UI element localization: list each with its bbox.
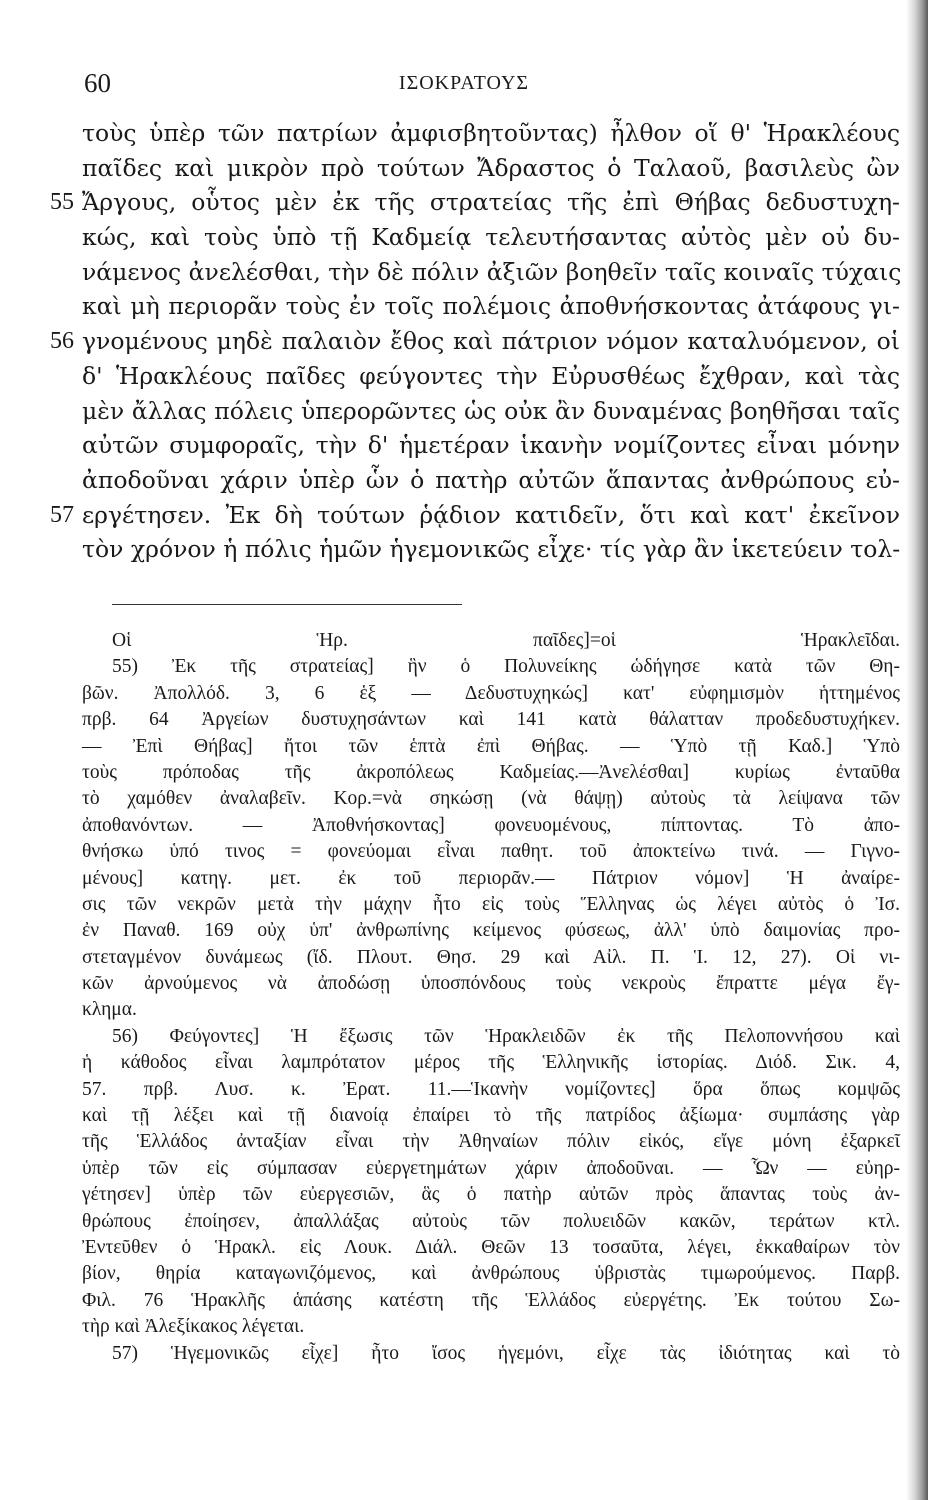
note-line-content: 56) Φεύγοντες] Ἡ ἔξωσις τῶν Ἡρακλειδῶν ἐκ τῆς Πελοποννήσου καὶ — [112, 1025, 900, 1047]
running-title: ΙΣΟΚΡΑΤΟΥΣ — [398, 72, 530, 94]
page-number: 60 — [84, 68, 111, 98]
note-line-content: τὴρ καὶ Ἀλεξίκακος λέγεται. — [82, 1316, 305, 1338]
main-text-line-content: νάμενος ἀνελέσθαι, τὴν δὲ πόλιν ἀξιῶν βοηθεῖν ταῖς κοιναῖς τύχαις — [82, 257, 902, 286]
note-line — [0, 971, 928, 997]
main-text-line-content: μὲν ἄλλας πόλεις ὑπερορῶντες ὡς οὐκ ἂν δυναμένας βοηθῆσαι ταῖς — [82, 396, 900, 425]
note-line-content: — Ἐπὶ Θήβας] ἤτοι τῶν ἑπτὰ ἐπὶ Θήβας. — Ὑπὸ τῇ Καδ.] Ὑπὸ — [82, 735, 900, 757]
main-text-line-content: αὐτῶν συμφοραῖς, τὴν δ' ἡμετέραν ἱκανὴν νομίζοντες εἶναι μόνην — [82, 431, 900, 460]
note-line — [0, 707, 928, 733]
main-text-line — [0, 498, 928, 533]
main-text-line — [0, 151, 928, 186]
note-line — [0, 945, 928, 971]
main-text-line-content: τοὺς ὑπὲρ τῶν πατρίων ἀμφισβητοῦντας) ἦλθον οἵ θ' Ἡρακλέους — [82, 119, 900, 147]
note-line-content: βίον, θηρία καταγωνιζόμενος, καὶ ἀνθρώπους ὑβριστὰς τιμωρούμενος. Παρβ. — [82, 1263, 900, 1285]
main-text-line-content: ἀποδοῦναι χάριν ὑπὲρ ὧν ὁ πατὴρ αὐτῶν ἅπαντας ἀνθρώπους εὐ- — [82, 465, 900, 494]
note-line-content: πρβ. 64 Ἀργείων δυστυχησάντων καὶ 141 κατὰ θάλατταν προδεδυστυχήκεν. — [82, 709, 900, 731]
main-text-line — [0, 255, 928, 290]
note-line-content: θρώπους ἐποίησεν, ἀπαλλάξας αὐτοὺς τῶν πολυειδῶν κακῶν, τεράτων κτλ. — [82, 1210, 900, 1232]
note-line — [0, 997, 928, 1023]
note-line-content: 57) Ἡγεμονικῶς εἶχε] ἦτο ἴσος ἡγεμόνι, εἶχε τὰς ἰδιότητας καὶ τὸ — [112, 1342, 900, 1364]
note-line — [0, 1129, 928, 1155]
main-text-line — [0, 324, 928, 359]
note-line-content: Ἐντεῦθεν ὁ Ἡρακλ. εἰς Λουκ. Διάλ. Θεῶν 13 τοσαῦτα, λέγει, ἐκκαθαίρων τὸν — [82, 1236, 900, 1258]
main-text-line-content: δ' Ἡρακλέους παῖδες φεύγοντες τὴν Εὐρυσθέως ἔχθραν, καὶ τὰς — [82, 361, 900, 390]
note-line-content: κῶν ἀρνούμενος νὰ ἀποδώσῃ ὑποσπόνδους τοὺς νεκροὺς ἔπραττε μέγα ἔγ- — [82, 973, 900, 995]
main-text-line — [0, 116, 928, 151]
note-line — [0, 1182, 928, 1208]
note-line — [0, 1209, 928, 1235]
note-line-content: τῆς Ἑλλάδος ἀνταξίαν εἶναι τὴν Ἀθηναίων πόλιν εἰκός, εἴγε μόνη ἐξαρκεῖ — [82, 1131, 900, 1153]
note-line — [0, 1288, 928, 1314]
main-text-line-content: εργέτησεν. Ἐκ δὴ τούτων ῥᾴδιον κατιδεῖν, ὅτι καὶ κατ' ἐκεῖνον — [82, 500, 900, 529]
main-text-line — [0, 359, 928, 394]
note-line-content: σις τῶν νεκρῶν μετὰ τὴν μάχην ἦτο εἰς τοὺς Ἕλληνας ὡς λέγει αὐτὸς ὁ Ἰσ. — [82, 893, 900, 915]
note-line-content: ἐν Παναθ. 169 οὐχ ὑπ' ἀνθρωπίνης κείμενος φύσεως, ἀλλ' ὑπὸ δαιμονίας προ- — [82, 920, 900, 942]
note-line-content: 55) Ἐκ τῆς στρατείας] ἣν ὁ Πολυνείκης ὡδήγησε κατὰ τῶν Θη- — [112, 656, 900, 678]
section-number: 56 — [50, 328, 74, 355]
note-line-content: Φιλ. 76 Ἡρακλῆς ἁπάσης κατέστη τῆς Ἑλλάδος εὐεργέτης. Ἐκ τούτου Σω- — [82, 1289, 900, 1311]
note-line — [0, 1314, 928, 1340]
main-text-line — [0, 185, 928, 220]
main-text-line-content: καὶ μὴ περιορᾶν τοὺς ἐν τοῖς πολέμοις ἀποθνήσκοντας ἀτάφους γι- — [82, 292, 900, 321]
note-line — [0, 628, 928, 654]
note-line — [0, 1077, 928, 1103]
section-number: 55 — [50, 189, 74, 216]
main-text-line-content: κώς, καὶ τοὺς ὑπὸ τῇ Καδμείᾳ τελευτήσαντας αὐτὸς μὲν οὐ δυ- — [82, 223, 900, 252]
main-text-line — [0, 220, 928, 255]
main-text-line-content: Ἄργους, οὗτος μὲν ἐκ τῆς στρατείας τῆς ἐπὶ Θήβας δεδυστυχη- — [82, 188, 900, 217]
main-text-line — [0, 394, 928, 429]
main-text-line-content: τὸν χρόνον ἡ πόλις ἡμῶν ἡγεμονικῶς εἶχε· τίς γὰρ ἂν ἱκετεύειν τολ- — [82, 535, 901, 564]
note-line — [0, 1261, 928, 1287]
note-line-content: τὸ χαμόθεν ἀναλαβεῖν. Κορ.=νὰ σηκώσῃ (νὰ θάψῃ) αὐτοὺς τὰ λείψανα τῶν — [82, 788, 900, 810]
note-line-content: βῶν. Ἀπολλόδ. 3, 6 ἑξ — Δεδυστυχηκώς] κατ' εὐφημισμὸν ἡττημένος — [82, 682, 900, 704]
main-text-line — [0, 289, 928, 324]
note-line — [0, 681, 928, 707]
note-line-content: γέτησεν] ὑπὲρ τῶν εὐεργεσιῶν, ἃς ὁ πατὴρ αὐτῶν πρὸς ἅπαντας τοὺς ἀν- — [82, 1184, 900, 1206]
note-line — [0, 892, 928, 918]
main-text-line — [0, 463, 928, 498]
main-text — [0, 116, 928, 567]
note-line-content: μένους] κατηγ. μετ. ἐκ τοῦ περιορᾶν.— Πάτριον νόμον] Ἡ ἀναίρε- — [82, 867, 900, 889]
note-line-content: ἀποθανόντων. — Ἀποθνήσκοντας] φονευομένους, πίπτοντας. Τὸ ἀπο- — [82, 814, 900, 836]
note-line — [0, 654, 928, 680]
note-line — [0, 760, 928, 786]
note-line-content: ὑπὲρ τῶν εἰς σύμπασαν εὐεργετημάτων χάριν ἀποδοῦναι. — Ὧν — εὐηρ- — [82, 1157, 900, 1179]
footnote-separator — [112, 604, 462, 605]
note-line — [0, 734, 928, 760]
note-line — [0, 1235, 928, 1261]
note-line-content: καὶ τῇ λέξει καὶ τῇ διανοίᾳ ἐπαίρει τὸ τῆς πατρίδος ἀξίωμα· συμπάσης γὰρ — [82, 1105, 900, 1127]
main-text-line — [0, 428, 928, 463]
main-text-line — [0, 532, 928, 567]
section-number: 57 — [50, 501, 74, 528]
note-line-content: τοὺς πρόποδας τῆς ἀκροπόλεως Καδμείας.—Ἀνελέσθαι] κυρίως ἐνταῦθα — [82, 761, 900, 783]
note-line — [0, 918, 928, 944]
note-line — [0, 1024, 928, 1050]
note-line-content: 57. πρβ. Λυσ. κ. Ἐρατ. 11.—Ἱκανὴν νομίζοντες] ὅρα ὅπως κομψῶς — [82, 1078, 900, 1100]
note-line — [0, 1341, 928, 1367]
commentary-notes — [0, 628, 928, 1367]
main-text-line-content: γνομένους μηδὲ παλαιὸν ἔθος καὶ πάτριον νόμον καταλυόμενον, οἱ — [82, 327, 900, 356]
note-line — [0, 866, 928, 892]
note-line-content: στεταγμένον δυνάμεως (ἴδ. Πλουτ. Θησ. 29 καὶ Αἰλ. Π. Ἱ. 12, 27). Οἱ νι- — [82, 946, 900, 968]
note-line-content: θνήσκω ὑπό τινος = φονεύομαι εἶναι παθητ. τοῦ ἀποκτείνω τινά. — Γιγνο- — [82, 841, 900, 863]
note-line — [0, 1103, 928, 1129]
note-line-content: Οἱ Ἡρ. παῖδες]=οἱ Ἡρακλεῖδαι. — [112, 630, 900, 651]
main-text-line-content: παῖδες καὶ μικρὸν πρὸ τούτων Ἄδραστος ὁ Ταλαοῦ, βασιλεὺς ὢν — [82, 153, 900, 182]
note-line — [0, 786, 928, 812]
note-line-content: ἡ κάθοδος εἶναι λαμπρότατον μέρος τῆς Ἑλληνικῆς ἱστορίας. Διόδ. Σικ. 4, — [82, 1052, 900, 1074]
note-line — [0, 813, 928, 839]
note-line — [0, 1156, 928, 1182]
note-line — [0, 839, 928, 865]
note-line — [0, 1050, 928, 1076]
note-line-content: κλημα. — [82, 999, 137, 1021]
